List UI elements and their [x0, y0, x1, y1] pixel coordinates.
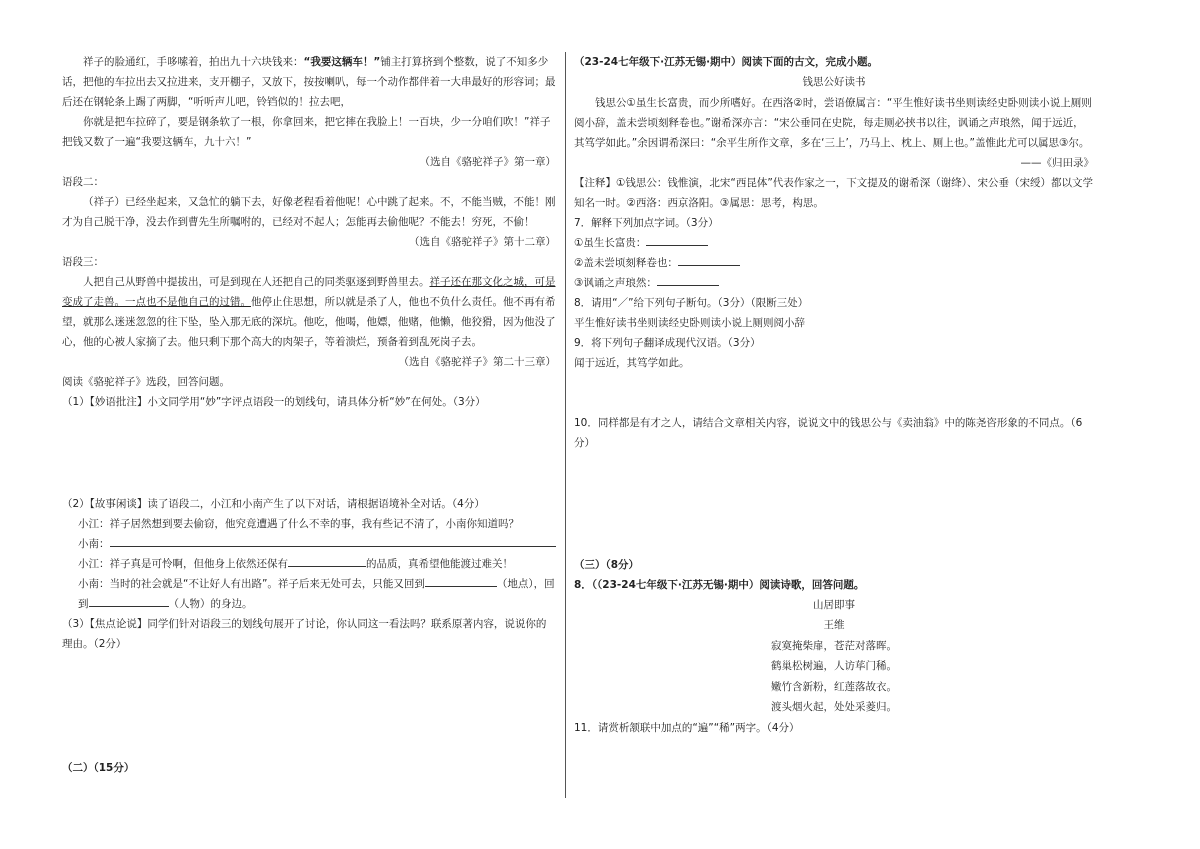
dialog-line-1: 小江：祥子居然想到要去偷窃，他究竟遭遇了什么不幸的事，我有些记不清了，小南你知道吗？ — [78, 518, 519, 530]
left-column — [62, 52, 556, 778]
underlined-sentence: 祥子还在那文化之城，可是变成了走兽。一点也不是他自己的过错。 — [62, 276, 556, 308]
classical-text-source: ——《归田录》 — [1020, 156, 1094, 169]
passage-3-source: （选自《骆驼祥子》第二十三章） — [398, 356, 556, 368]
reading-instruction: 阅读《骆驼祥子》选段，回答问题。 — [62, 376, 230, 388]
annotation-notes: 【注释】①钱思公：钱惟演，北宋“西昆体”代表作家之一，下文提及的谢希深（谢绛）、宋公垂（宋绶）都以文学知名一时。②西洛：西京洛阳。③属思：思考，构思。 — [574, 176, 1094, 209]
passage-text: 铺主打算挤到个整数，说了不知多少话，把他的车拉出去又拉进来，支开棚子，又放下，按按喇叭，每一个动作都伴着一大串最好的形容词；最后还在钢轮条上踢了两脚，“听听声儿吧，铃铛似的！拉去吧， — [62, 56, 556, 108]
answer-blank[interactable] — [110, 534, 556, 547]
dialog-text: 小南：当时的社会就是“不让好人有出路”。祥子后来无处可去，只能又回到 — [78, 578, 425, 590]
passage-quote: “我要这辆车！” — [303, 56, 381, 68]
answer-blank[interactable] — [425, 574, 497, 587]
question-9: 9．将下列句子翻译成现代汉语。（3分） — [574, 336, 761, 349]
classical-text-paragraph: 钱思公①虽生长富贵，而少所嗜好。在西洛②时，尝语僚属言：“平生惟好读书坐则读经史卧则读小说上厕则阅小辞，盖未尝顷刻释卷也。”谢希深亦言：“宋公垂同在史院，每走厕必挟书以往，讽诵之声琅然，闻于远近，其笃学如此。”余因谓希深曰：“余平生所作文章，多在‘三上’，乃马上、枕上、厕上也。”盖惟此尤可以属思③尔。 — [574, 96, 1092, 149]
dialog-line-3 — [62, 554, 556, 574]
question-8-text: 平生惟好读书坐则读经史卧则读小说上厕则阅小辞 — [574, 316, 805, 329]
question-2: （2）【故事闲谈】读了语段二，小江和小南产生了以下对话，请根据语境补全对话。（4分） — [62, 498, 485, 510]
question-8: 8．请用“／”给下列句子断句。（3分）（限断三处） — [574, 296, 809, 309]
classical-text-title: 钱思公好读书 — [802, 76, 866, 88]
passage-2-paragraph: （祥子）已经坐起来，又急忙的躺下去，好像老程看着他呢！心中跳了起来。不，不能当贼，不能！刚才为自己脱干净，没去作到曹先生所嘱咐的，已经对不起人；怎能再去偷他呢？不能去！穷死，不偷！ — [62, 196, 556, 228]
classical-text-instruction: （23-24七年级下·江苏无锡·期中）阅读下面的古文，完成小题。 — [574, 56, 879, 68]
question-7-item-1 — [574, 233, 1094, 253]
answer-blank[interactable] — [657, 273, 719, 286]
passage-text: 人把自己从野兽中提拔出，可是到现在人还把自己的同类驱逐到野兽里去。 — [83, 276, 430, 288]
section-3-heading: （三）（8分） — [574, 558, 640, 571]
passage-1-source: （选自《骆驼祥子》第一章） — [419, 156, 556, 168]
answer-blank[interactable] — [288, 554, 366, 567]
question-10: 10．同样都是有才之人，请结合文章相关内容，说说文中的钱思公与《卖油翁》中的陈尧咨形象的不同点。（6分） — [574, 416, 1083, 449]
passage-2-source: （选自《骆驼祥子》第十二章） — [409, 236, 556, 248]
answer-blank[interactable] — [646, 233, 708, 246]
question-11: 11．请赏析颔联中加点的“遍”“稀”两字。（4分） — [574, 721, 800, 734]
poem-author: 王维 — [823, 619, 845, 631]
dialog-text: （人物）的身边。 — [168, 598, 253, 610]
passage-text: 祥子的脸通红，手哆嗦着，拍出九十六块钱来： — [83, 56, 304, 68]
answer-space — [62, 412, 556, 494]
question-7-item-2 — [574, 253, 1094, 273]
speaker-label: 小南： — [78, 538, 110, 550]
question-3: （3）【焦点论说】同学们针对语段三的划线句展开了讨论，你认同这一看法吗？联系原著内容，说说你的理由。（2分） — [62, 618, 547, 650]
poem-line: 鹤巢松树遍，人访荜门稀。 — [771, 660, 897, 672]
question-1: （1）【妙语批注】小文同学用“妙”字评点语段一的划线句，请具体分析“妙”在何处。（3分） — [62, 396, 486, 408]
item-text: ②盖未尝顷刻释卷也： — [574, 256, 678, 269]
passage-1-paragraph-2: 你就是把车拉碎了，要是钢条软了一根，你拿回来，把它摔在我脸上！一百块，少一分咱们吹！”祥子把钱又数了一遍“我要这辆车，九十六！” — [62, 116, 551, 148]
item-text: ③讽诵之声琅然： — [574, 276, 657, 289]
passage-1-paragraph-1 — [62, 52, 556, 112]
answer-blank[interactable] — [678, 253, 740, 266]
column-divider — [565, 52, 566, 798]
right-column — [574, 52, 1094, 738]
dialog-text: 小江：祥子真是可怜啊，但他身上依然还保有 — [78, 558, 288, 570]
dialog-line-4 — [62, 574, 556, 614]
poem-line: 寂寞掩柴扉，苍茫对落晖。 — [771, 639, 897, 652]
question-7: 7．解释下列加点字词。（3分） — [574, 216, 719, 229]
answer-space — [62, 654, 556, 758]
passage-2-label: 语段二： — [62, 176, 104, 188]
answer-space — [574, 453, 1094, 555]
poem-title: 山居即事 — [813, 598, 855, 611]
passage-text: 他停止住思想，所以就是杀了人，他也不负什么责任。他不再有希望，就那么迷迷忽忽的往下坠，坠入那无底的深坑。他吃，他喝，他嫖，他赌，他懒，他狡猾，因为他没了心，他的心被人家摘了去。他只剩下那个高大的肉架子，等着溃烂，预备着到乱死岗子去。 — [62, 296, 556, 348]
poem-line: 嫩竹含新粉，红莲落故衣。 — [771, 680, 897, 693]
answer-space — [574, 373, 1094, 413]
item-text: ①虽生长富贵： — [574, 236, 647, 249]
passage-3-label: 语段三： — [62, 256, 104, 268]
poem-instruction: 8．（（23-24七年级下·江苏无锡·期中）阅读诗歌，回答问题。 — [574, 578, 865, 591]
dialog-text: （地点），回到 — [78, 578, 555, 610]
answer-blank[interactable] — [89, 594, 169, 607]
question-7-item-3 — [574, 273, 1094, 293]
poem-line: 渡头烟火起，处处采菱归。 — [771, 701, 897, 713]
dialog-line-2 — [62, 534, 556, 554]
question-9-text: 闻于远近，其笃学如此。 — [574, 356, 690, 369]
passage-3-paragraph — [62, 272, 556, 352]
dialog-text: 的品质，真希望他能渡过难关！ — [366, 558, 513, 570]
section-2-heading: （二）（15分） — [62, 762, 135, 774]
